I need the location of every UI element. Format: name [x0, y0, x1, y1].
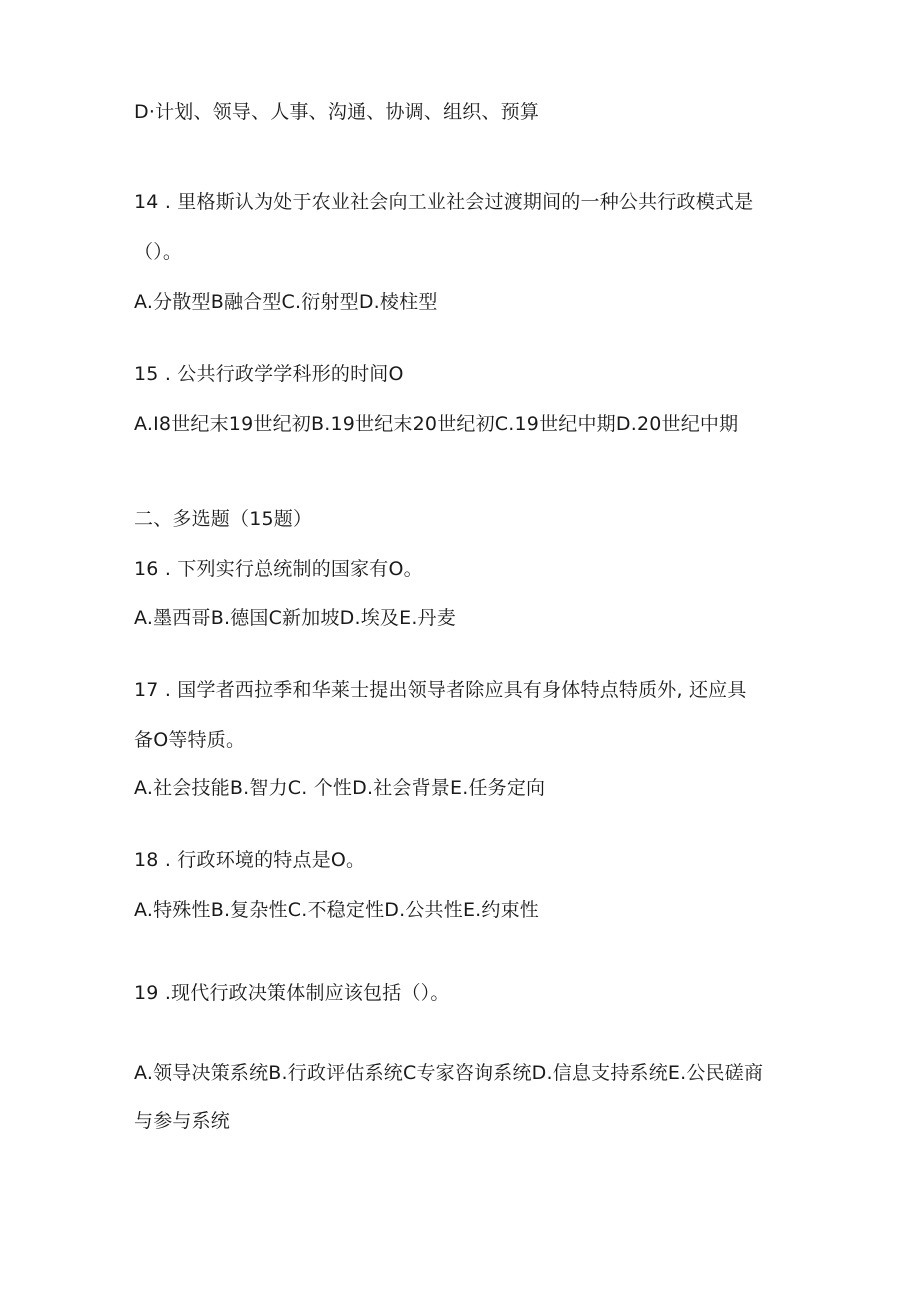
q14-stem-continuation: （）。	[134, 241, 183, 263]
q14-stem: 14 . 里格斯认为处于农业社会向工业社会过渡期间的一种公共行政模式是	[134, 191, 754, 213]
q19-stem: 19 .现代行政决策体制应该包括（）。	[134, 982, 450, 1004]
q13-option-d: D·计划、领导、人事、沟通、协调、组织、预算	[134, 101, 540, 123]
q16-stem: 16 . 下列实行总统制的国家有O。	[134, 558, 423, 580]
q16-options: A.墨西哥B.德国C新加坡D.埃及E.丹麦	[134, 607, 456, 629]
q14-options: A.分散型B融合型C.衍射型D.棱柱型	[134, 291, 438, 313]
q18-stem: 18 . 行政环境的特点是O。	[134, 849, 366, 871]
q19-options: A.领导决策系统B.行政评估系统C专家咨询系统D.信息支持系统E.公民磋商	[134, 1062, 764, 1084]
q17-stem-continuation: 备O等特质。	[134, 729, 246, 751]
q17-stem: 17 . 国学者西拉季和华莱士提出领导者除应具有身体特点特质外, 还应具	[134, 679, 747, 701]
q19-options-continuation: 与参与系统	[134, 1110, 231, 1132]
section-heading-multiple-choice: 二、多选题（15题）	[134, 508, 313, 530]
q15-stem: 15 . 公共行政学学科形的时间O	[134, 363, 404, 385]
q17-options: A.社会技能B.智力C. 个性D.社会背景E.任务定向	[134, 777, 546, 799]
q18-options: A.特殊性B.复杂性C.不稳定性D.公共性E.约束性	[134, 899, 539, 921]
q15-options: A.I8世纪末19世纪初B.19世纪末20世纪初C.19世纪中期D.20世纪中期	[134, 413, 739, 435]
